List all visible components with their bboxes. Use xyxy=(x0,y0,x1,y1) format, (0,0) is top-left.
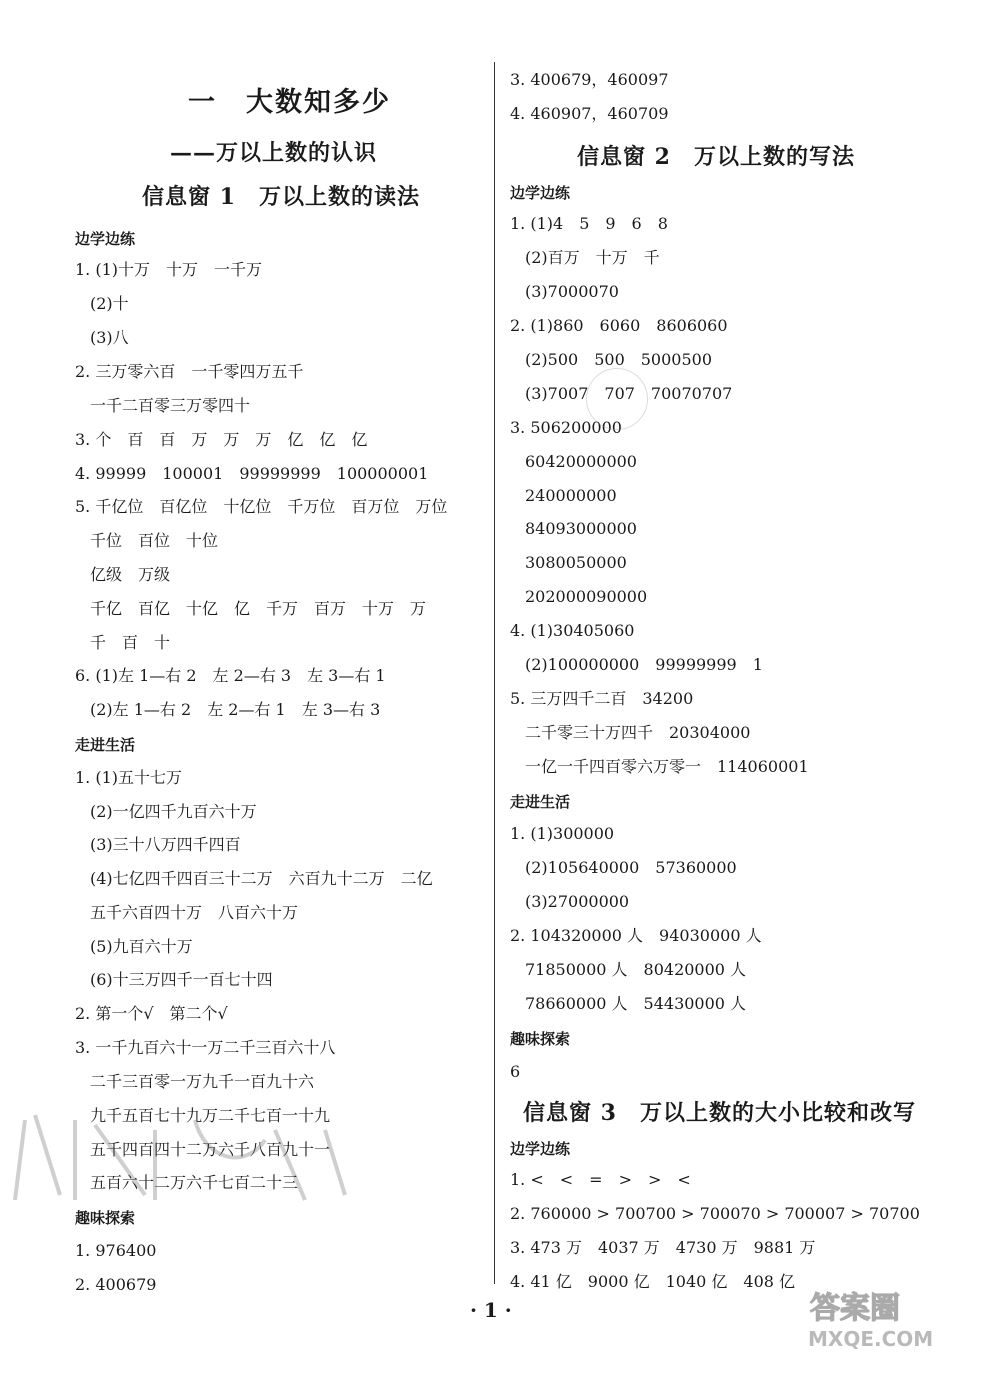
answer-line: 2. 760000 > 700700 > 700070 > 700007 > 70700 xyxy=(510,1204,920,1223)
answer-line: 2. (1)860 6060 8606060 xyxy=(510,316,728,335)
section-practice-3: 边学边练 xyxy=(510,1140,571,1158)
answer-line: 1. (1)4 5 9 6 8 xyxy=(510,214,668,233)
answer-line: 二千三百零一万九千一百九十六 xyxy=(90,1072,315,1091)
section-fun-1: 趣味探索 xyxy=(75,1209,136,1227)
answer-line: 71850000 人 80420000 人 xyxy=(525,960,747,979)
answer-line: 1. (1)300000 xyxy=(510,824,615,843)
answer-line: 78660000 人 54430000 人 xyxy=(525,994,747,1013)
watermark-icon xyxy=(800,1284,970,1354)
answer-line: 3. 400679，460097 xyxy=(510,70,669,89)
answer-line: (2)一亿四千九百六十万 xyxy=(90,802,257,821)
answer-line: (2)百万 十万 千 xyxy=(525,248,660,267)
svg-text:MXQE.COM: MXQE.COM xyxy=(808,1327,934,1351)
answer-line: 2. 三万零六百 一千零四万五千 xyxy=(75,362,304,381)
info-window-3-title: 信息窗 3 万以上数的大小比较和改写 xyxy=(523,1100,916,1126)
answer-line: 亿级 万级 xyxy=(90,565,171,584)
column-divider xyxy=(494,62,495,1284)
answer-line: 1. (1)五十七万 xyxy=(75,768,183,787)
answer-line: 五百六十二万六千七百二十三 xyxy=(90,1173,299,1192)
answer-line: (2)500 500 5000500 xyxy=(525,350,713,369)
answer-line: 五千六百四十万 八百六十万 xyxy=(90,903,299,922)
answer-line: 240000000 xyxy=(525,486,617,505)
answer-line: 1. < < = > > < xyxy=(510,1170,691,1189)
answer-line: 4. (1)30405060 xyxy=(510,621,635,640)
answer-line: 1. (1)十万 十万 一千万 xyxy=(75,260,263,279)
info-window-2-title: 信息窗 2 万以上数的写法 xyxy=(577,144,855,170)
answer-line: 千位 百位 十位 xyxy=(90,531,219,550)
answer-line: 九千五百七十九万二千七百一十九 xyxy=(90,1106,331,1125)
info-window-1-title: 信息窗 1 万以上数的读法 xyxy=(142,184,420,210)
answer-line: 2. 104320000 人 94030000 人 xyxy=(510,926,762,945)
answer-line: 千 百 十 xyxy=(90,633,171,652)
answer-line: 4. 460907，460709 xyxy=(510,104,669,123)
answer-line: 2. 第一个√ 第二个√ xyxy=(75,1004,228,1023)
answer-line: (5)九百六十万 xyxy=(90,937,193,956)
answer-line: 4. 41 亿 9000 亿 1040 亿 408 亿 xyxy=(510,1272,796,1291)
handwriting-overlay xyxy=(5,1100,375,1210)
answer-line: (2)100000000 99999999 1 xyxy=(525,655,763,674)
answer-line: 千亿 百亿 十亿 亿 千万 百万 十万 万 xyxy=(90,599,427,618)
answer-line: 五千四百四十二万六千八百九十一 xyxy=(90,1140,331,1159)
answer-line: (3)三十八万四千四百 xyxy=(90,835,241,854)
section-life-1: 走进生活 xyxy=(75,736,136,754)
answer-line: 4. 99999 100001 99999999 100000001 xyxy=(75,464,429,483)
answer-line: 2. 400679 xyxy=(75,1275,157,1294)
watermark-logo xyxy=(800,1284,970,1354)
answer-line: (3)7000070 xyxy=(525,282,619,301)
answer-line: 3. 个 百 百 万 万 万 亿 亿 亿 xyxy=(75,430,368,449)
svg-text:答案圈: 答案圈 xyxy=(810,1291,900,1326)
answer-line: 6. (1)左 1—右 2 左 2—右 3 左 3—右 1 xyxy=(75,666,386,685)
answer-line: 60420000000 xyxy=(525,452,637,471)
answer-line: 3080050000 xyxy=(525,553,627,572)
stamp-mark xyxy=(586,368,648,430)
section-practice-2: 边学边练 xyxy=(510,184,571,202)
answer-line: 5. 三万四千二百 34200 xyxy=(510,689,694,708)
answer-line: 3. 473 万 4037 万 4730 万 9881 万 xyxy=(510,1238,816,1257)
answer-line: 6 xyxy=(510,1062,521,1081)
answer-line: (4)七亿四千四百三十二万 六百九十二万 二亿 xyxy=(90,869,433,888)
chapter-subtitle: ——万以上数的认识 xyxy=(170,140,378,166)
answer-line: (6)十三万四千一百七十四 xyxy=(90,970,273,989)
answer-line: 二千零三十万四千 20304000 xyxy=(525,723,751,742)
answer-line: 一亿一千四百零六万零一 114060001 xyxy=(525,757,809,776)
answer-line: (2)105640000 57360000 xyxy=(525,858,737,877)
answer-line: 1. 976400 xyxy=(75,1241,157,1260)
answer-line: 84093000000 xyxy=(525,519,637,538)
answer-line: (2)左 1—右 2 左 2—右 1 左 3—右 3 xyxy=(90,700,381,719)
answer-line: (3)27000000 xyxy=(525,892,630,911)
page-number: · 1 · xyxy=(470,1298,512,1322)
section-fun-2: 趣味探索 xyxy=(510,1030,571,1048)
answer-line: 202000090000 xyxy=(525,587,648,606)
answer-line: (3)八 xyxy=(90,328,129,347)
answer-line: 5. 千亿位 百亿位 十亿位 千万位 百万位 万位 xyxy=(75,497,448,516)
chapter-title: 一 大数知多少 xyxy=(188,87,391,118)
section-practice-1: 边学边练 xyxy=(75,230,136,248)
answer-line: (3)7007 707 70070707 xyxy=(525,384,733,403)
section-life-2: 走进生活 xyxy=(510,793,571,811)
answer-line: 3. 506200000 xyxy=(510,418,622,437)
answer-line: 3. 一千九百六十一万二千三百六十八 xyxy=(75,1038,336,1057)
answer-line: (2)十 xyxy=(90,294,129,313)
answer-line: 一千二百零三万零四十 xyxy=(90,396,251,415)
